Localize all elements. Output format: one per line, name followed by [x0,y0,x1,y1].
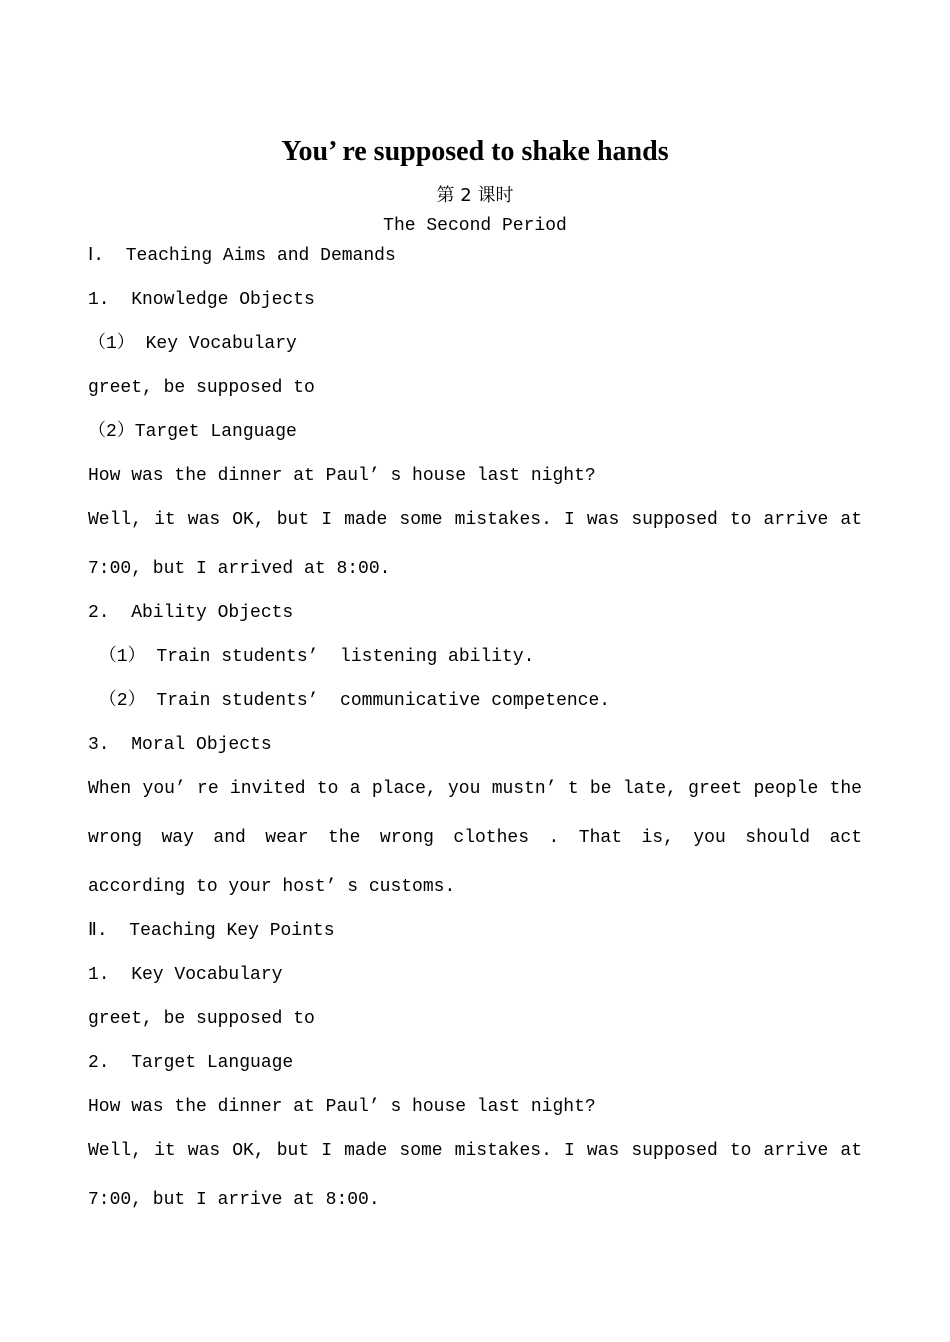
document-title: You’ re supposed to shake hands [281,136,669,167]
section-heading-key-points: Ⅱ. Teaching Key Points [88,921,335,941]
lesson-period-en: The Second Period [383,216,567,236]
paragraph-line: When you’ re invited to a place, you mustn’ t be late, greet people the [88,779,862,799]
item-target-language: （2）Target Language [88,422,297,442]
paragraph-line: Well, it was OK, but I made some mistakes. I was supposed to arrive at [88,510,862,530]
paragraph-line: greet, be supposed to [88,378,315,398]
paragraph-line: according to your host’ s customs. [88,877,456,897]
paragraph-line: Well, it was OK, but I made some mistakes. I was supposed to arrive at [88,1141,862,1161]
paragraph-line: greet, be supposed to [88,1009,315,1029]
paragraph-line: 7:00, but I arrive at 8:00. [88,1190,380,1210]
subheading-target-language: 2. Target Language [88,1053,294,1073]
subheading-moral-objects: 3. Moral Objects [88,735,272,755]
section-heading-aims: Ⅰ. Teaching Aims and Demands [88,246,396,266]
subheading-key-vocabulary: 1. Key Vocabulary [88,965,283,985]
paragraph-line: How was the dinner at Paul’ s house last night? [88,466,596,486]
item-key-vocabulary: （1） Key Vocabulary [88,334,297,354]
item-communicative: （2） Train students’ communicative competence. [88,691,611,711]
item-listening: （1） Train students’ listening ability. [88,647,535,667]
paragraph-line: How was the dinner at Paul’ s house last night? [88,1097,596,1117]
paragraph-line: 7:00, but I arrived at 8:00. [88,559,391,579]
subheading-knowledge-objects: 1. Knowledge Objects [88,290,315,310]
lesson-period-cn: 第 2 课时 [436,185,514,206]
paragraph-line: wrong way and wear the wrong clothes . That is, you should act [88,828,862,848]
subheading-ability-objects: 2. Ability Objects [88,603,294,623]
